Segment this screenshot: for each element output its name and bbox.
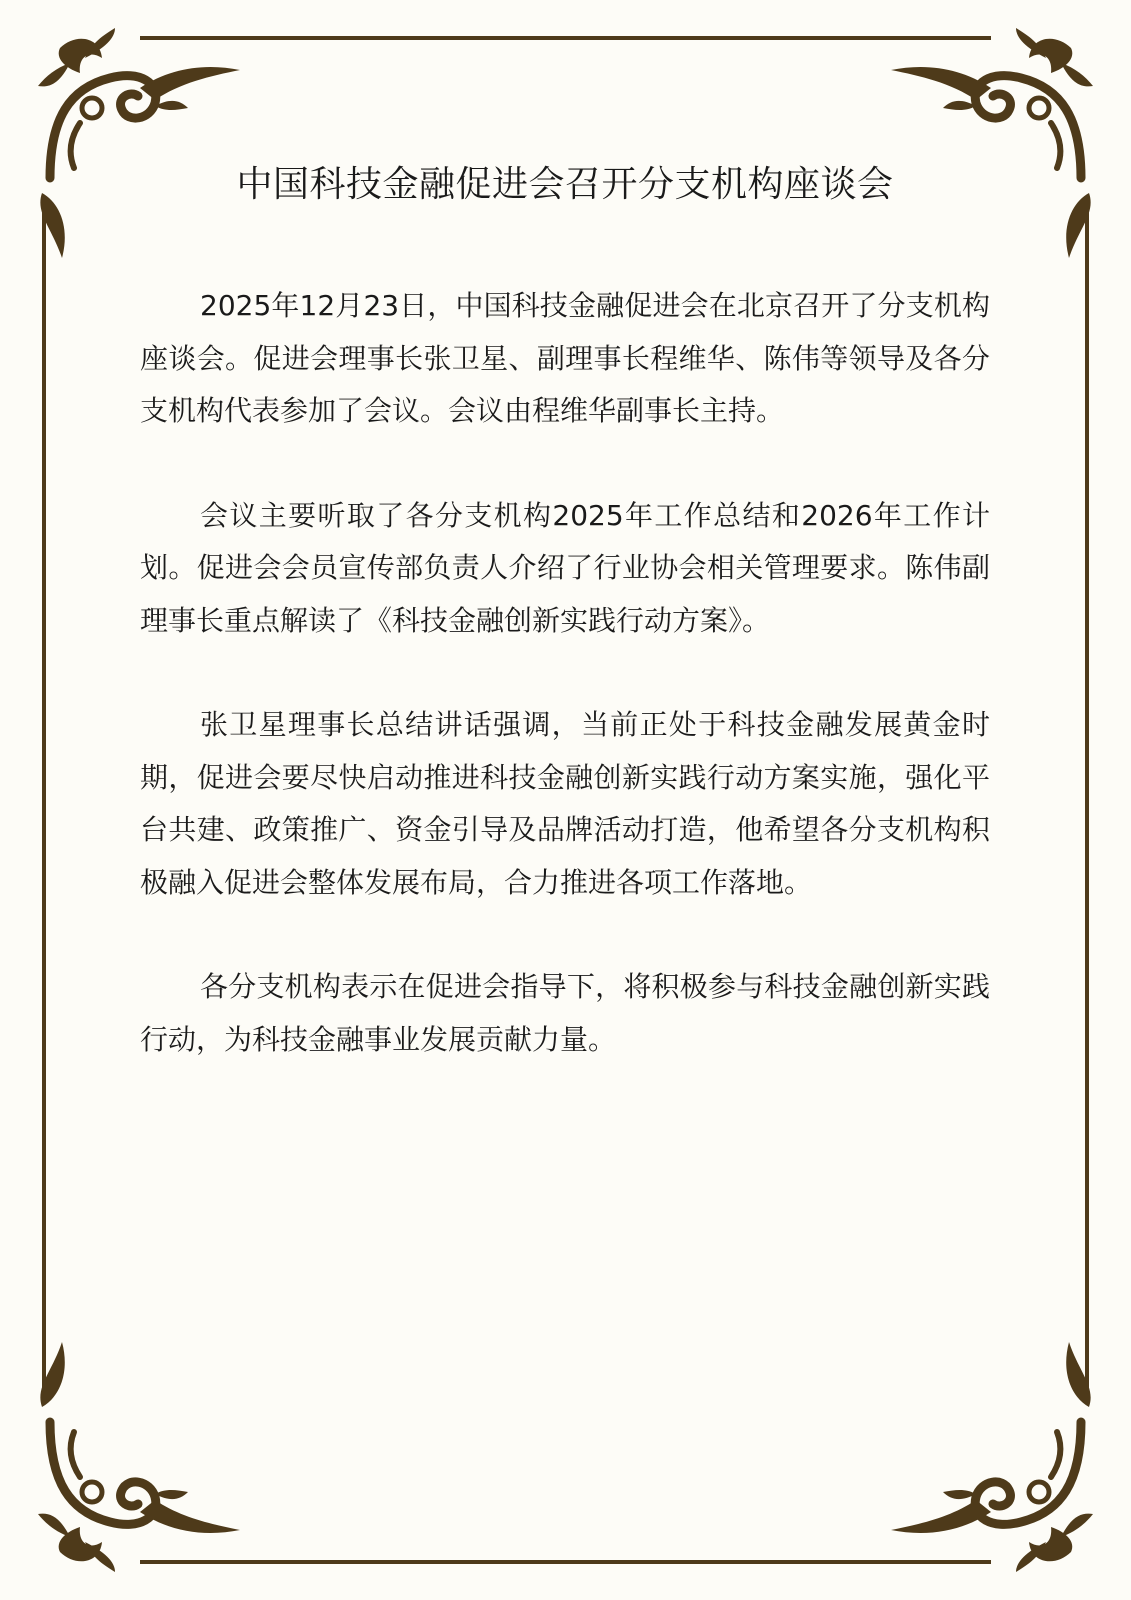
paragraph-2: 会议主要听取了各分支机构2025年工作总结和2026年工作计划。促进会会员宣传部负责人介绍了行业协会相关管理要求。陈伟副理事长重点解读了《科技金融创新实践行动方案》。 bbox=[140, 498, 990, 637]
paragraph-3: 张卫星理事长总结讲话强调，当前正处于科技金融发展黄金时期，促进会要尽快启动推进科技金融创新实践行动方案实施，强化平台共建、政策推广、资金引导及品牌活动打造，他希望各分支机构积极融入促进会整体发展布局，合力推进各项工作落地。 bbox=[140, 708, 990, 899]
floral-scroll-ornament-icon bbox=[38, 1342, 240, 1572]
document-body bbox=[140, 160, 990, 1118]
page-title: 中国科技金融促进会召开分支机构座谈会 bbox=[236, 164, 894, 205]
floral-scroll-ornament-icon bbox=[891, 1342, 1093, 1572]
paragraph-4: 各分支机构表示在促进会指导下，将积极参与科技金融创新实践行动，为科技金融事业发展贡献力量。 bbox=[140, 970, 990, 1056]
paragraph-1: 2025年12月23日，中国科技金融促进会在北京召开了分支机构座谈会。促进会理事长张卫星、副理事长程维华、陈伟等领导及各分支机构代表参加了会议。会议由程维华副事长主持。 bbox=[140, 289, 990, 427]
